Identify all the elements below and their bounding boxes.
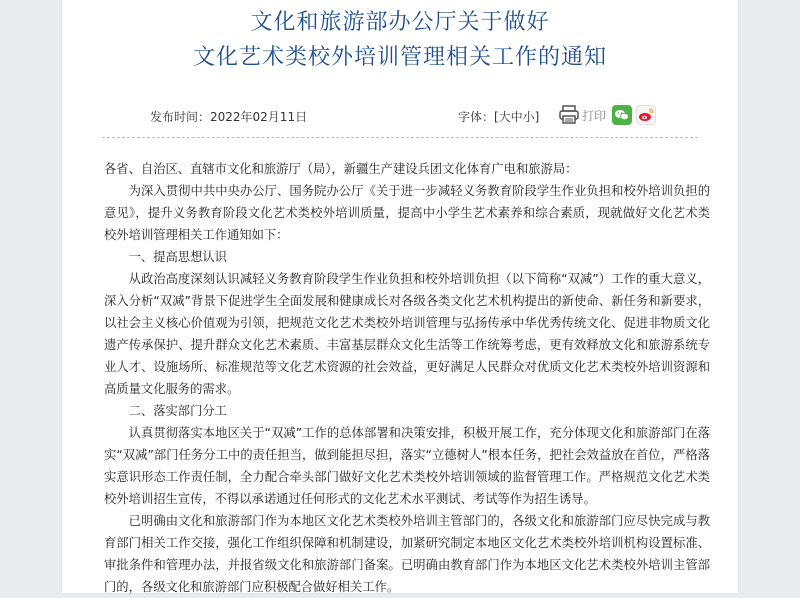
section2-heading: 二、落实部门分工 (128, 404, 227, 418)
document-body (104, 158, 710, 598)
salutation: 各省、自治区、直辖市文化和旅游厅（局），新疆生产建设兵团文化体育广电和旅游局： (104, 162, 578, 176)
share-tools (558, 102, 660, 128)
page-title-line1: 文化和旅游部办公厅关于做好 (250, 10, 550, 35)
section2-paragraph2: 已明确由文化和旅游部门作为本地区文化艺术类校外培训主管部门的，各级文化和旅游部门应尽快完成与教育部门相关工作交接，强化工作组织保障和机制建设，加紧研究制定本地区文化艺术类校外培训机构设置标准、审批条件和管理办法，并报省级文化和旅游部门备案。已明确由教育部门作为本地区文化艺术类校外培训主管部门的，各级文化和旅游部门应积极配合做好相关工作。 (104, 514, 710, 594)
weibo-icon[interactable] (636, 105, 656, 125)
intro-paragraph: 为深入贯彻中共中央办公厅、国务院办公厅《关于进一步减轻义务教育阶段学生作业负担和校外培训负担的意见》，提升义务教育阶段文化艺术类校外培训质量，提高中小学生艺术素养和综合素质，现就做好文化艺术类校外培训管理相关工作通知如下： (104, 184, 710, 242)
section1-heading: 一、提高思想认识 (128, 250, 227, 264)
publish-date: 发布时间：2022年02月11日 (150, 110, 308, 124)
page-title-line2: 文化艺术类校外培训管理相关工作的通知 (192, 45, 607, 70)
wechat-icon[interactable] (612, 105, 632, 125)
section1-paragraph: 从政治高度深刻认识减轻义务教育阶段学生作业负担和校外培训负担（以下简称“双减”）工作的重大意义，深入分析“双减”背景下促进学生全面发展和健康成长对各级各类文化艺术机构提出的新使命、新任务和新要求，以社会主义核心价值观为引领，把规范文化艺术类校外培训管理与弘扬传承中华优秀传统文化、促进非物质文化遗产传承保护、提升群众文化艺术素质、丰富基层群众文化生活等工作统筹考虑，更有效释放文化和旅游系统专业人才、设施场所、标准规范等文化艺术资源的社会效益，更好满足人民群众对优质文化艺术类校外培训资源和高质量文化服务的需求。 (104, 272, 710, 396)
document-page (62, 0, 738, 593)
meta-divider (102, 137, 698, 138)
section2-paragraph1: 认真贯彻落实本地区关于“双减”工作的总体部署和决策安排，积极开展工作，充分体现文化和旅游部门在落实“双减”部门任务分工中的责任担当，做到能担尽担，落实“立德树人”根本任务，把社会效益放在首位，严格落实意识形态工作责任制，全力配合牵头部门做好文化艺术类校外培训领域的监督管理工作。严格规范文化艺术类校外培训招生宣传，不得以承诺通过任何形式的文化艺术水平测试、考试等作为招生诱导。 (104, 426, 710, 506)
print-button-label[interactable]: 打印 (582, 108, 607, 123)
font-size-selector[interactable]: 字体：[大中小] (458, 110, 540, 124)
meta-bar (62, 98, 738, 134)
printer-icon[interactable] (558, 105, 580, 125)
